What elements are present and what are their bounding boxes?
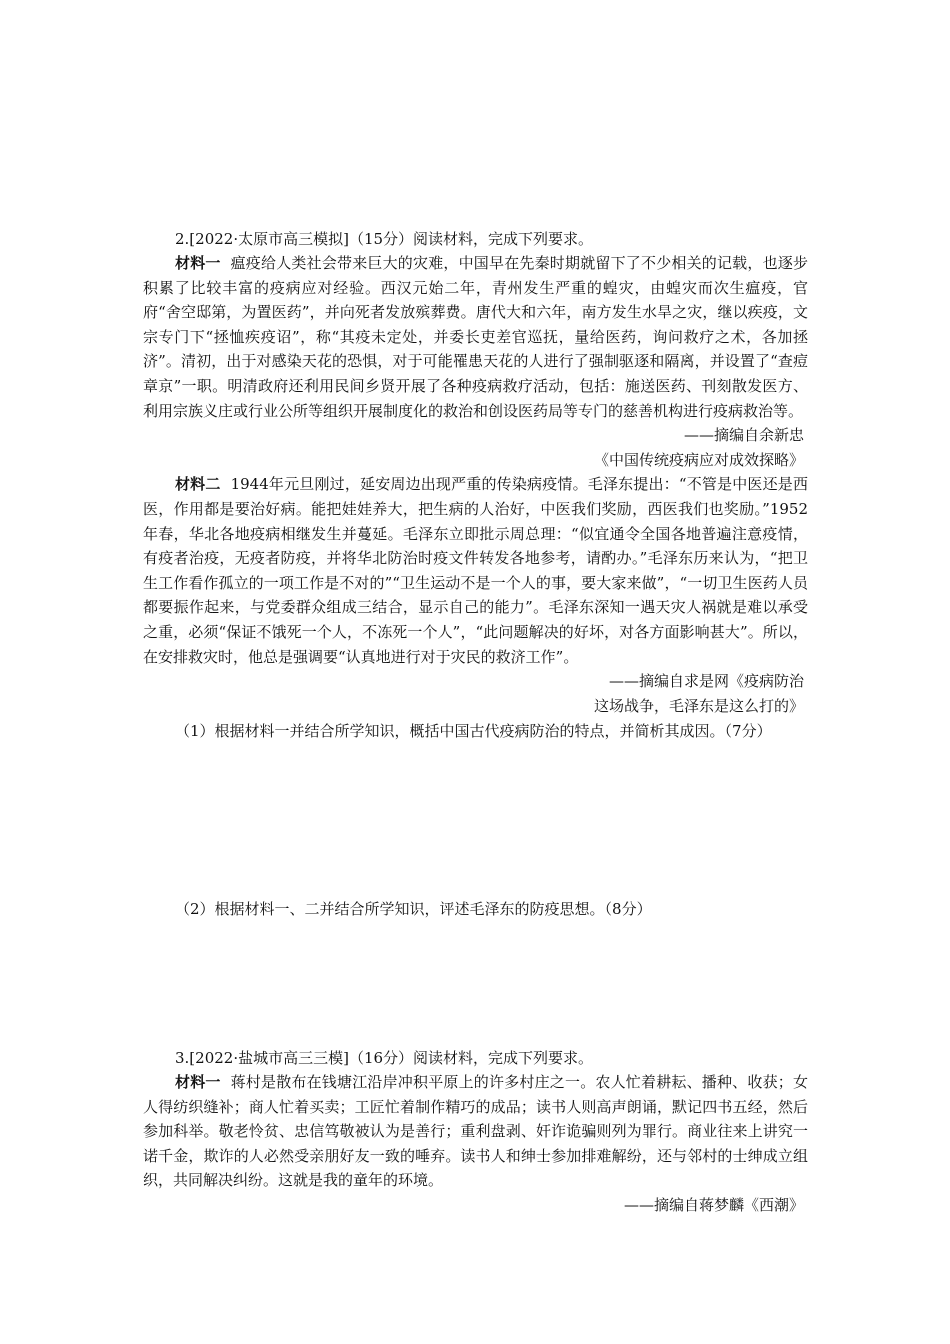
q2-material-2-source-line2: 这场战争，毛泽东是这么打的》 [593, 696, 804, 715]
q2-material-2-text: 1944年元旦刚过，延安周边出现严重的传染病疫情。毛泽东提出：“不管是中医还是西医，作用都是要治好病。能把娃娃养大，把生病的人治好，中医我们奖励，西医我们也奖励。”1952年春，华北各地疫病相继发生并蔓延。毛泽东立即批示周总理：“似宜通令全国各地普遍注意疫情，有疫者治疫，无疫者防疫，并将华北防治时疫文件转发各地参考，请酌办。”毛泽东历来认为，“把卫生工作看作孤立的一项工作是不对的”“卫生运动不是一个人的事，要大家来做”，“一切卫生医药人员都要振作起来，与党委群众组成三结合，显示自己的能力”。毛泽东深知一遇天灾人祸就是难以承受之重，必须“保证不饿死一个人，不冻死一个人”，“此问题解决的好坏，对各方面影响甚大”。所以，在安排救灾时，他总是强调要“认真地进行对于灾民的救济工作”。 [143, 475, 808, 666]
q3-material-1-label: 材料一 [175, 1073, 221, 1091]
q2-sub-question-1: （1）根据材料一并结合所学知识，概括中国古代疫病防治的特点，并简析其成因。（7分） [175, 722, 772, 741]
q2-sub-question-2: （2）根据材料一、二并结合所学知识，评述毛泽东的防疫思想。（8分） [175, 900, 652, 918]
q2-material-1-source-author: ——摘编自余新忠 [683, 426, 804, 445]
q2-material-2-label: 材料二 [175, 475, 221, 494]
question-2-part-2 [143, 896, 808, 922]
q2-material-2-source-line1: ——摘编自求是网《疫病防治 [608, 672, 804, 691]
question-3 [143, 1046, 808, 1218]
q2-material-1-text: 瘟疫给人类社会带来巨大的灾难，中国早在先秦时期就留下了不少相关的记载，也逐步积累了比较丰富的疫病应对经验。西汉元始二年，青州发生严重的蝗灾，由蝗灾而次生瘟疫，官府“舍空邸第，为置医药”，并向死者发放殡葬费。唐代大和六年，南方发生水旱之灾，继以疾疫，文宗专门下“拯恤疾疫诏”，称“其疫未定处，并委长吏差官巡抚，量给医药，询问救疗之术，各加拯济”。清初，出于对感染天花的恐惧，对于可能罹患天花的人进行了强制驱逐和隔离，并设置了“查痘章京”一职。明清政府还利用民间乡贤开展了各种疫病救疗活动，包括：施送医药、刊刻散发医方、利用宗族义庄或行业公所等组织开展制度化的救治和创设医药局等专门的慈善机构进行疫病救治等。 [143, 254, 808, 420]
q2-material-1-label: 材料一 [175, 254, 221, 272]
question-3-header: 3.[2022·盐城市高三三模]（16分）阅读材料，完成下列要求。 [175, 1049, 594, 1067]
q2-material-1 [143, 251, 808, 423]
question-2 [143, 227, 808, 744]
question-2-header: 2.[2022·太原市高三模拟]（15分）阅读材料，完成下列要求。 [175, 230, 594, 248]
q3-material-1 [143, 1070, 808, 1193]
q2-material-2 [143, 472, 808, 669]
q2-material-1-source-title: 《中国传统疫病应对成效探略》 [593, 450, 804, 469]
q3-material-1-text: 蒋村是散布在钱塘江沿岸冲积平原上的许多村庄之一。农人忙着耕耘、播种、收获；女人得纺织缝补；商人忙着买卖；工匠忙着制作精巧的成品；读书人则高声朗诵，默记四书五经，然后参加科举。敬老怜贫、忠信笃敬被认为是善行；重利盘剥、奸诈诡骗则列为罪行。商业往来上讲究一诺千金，欺诈的人必然受亲朋好友一致的唾弃。读书人和绅士参加排难解纷，还与邻村的士绅成立组织，共同解决纠纷。这就是我的童年的环境。 [143, 1073, 808, 1190]
q3-material-1-source: ——摘编自蒋梦麟《西潮》 [623, 1195, 804, 1214]
